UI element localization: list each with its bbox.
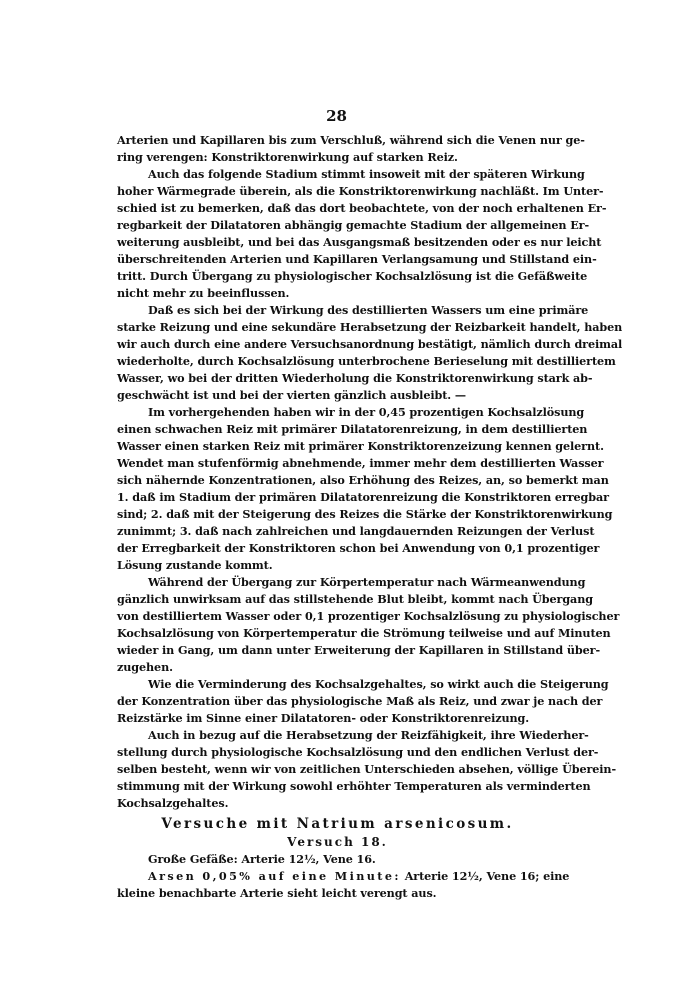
text-line: Kochsalzlösung von Körpertemperatur die Strömung teilweise und auf Minuten [117, 626, 611, 640]
text-line: hoher Wärmegrade überein, als die Konstriktorenwirkung nachläßt. Im Unter- [117, 184, 604, 198]
text-line: Wasser, wo bei der dritten Wiederholung die Konstriktorenwirkung stark ab- [117, 371, 593, 385]
text-line: selben besteht, wenn wir von zeitlichen Unterschieden absehen, völlige Überein- [117, 762, 617, 776]
text-line: Wasser einen starken Reiz mit primärer Konstriktorenzeizung kennen gelernt. [117, 439, 604, 453]
text-line: der Erregbarkeit der Konstriktoren schon bei Anwendung von 0,1 prozentiger [117, 541, 600, 555]
text-line: zunimmt; 3. daß nach zahlreichen und langdauernden Reizungen der Verlust [117, 524, 595, 538]
text-line: überschreitenden Arterien und Kapillaren Verlangsamung und Stillstand ein- [117, 252, 597, 266]
text-line: stellung durch physiologische Kochsalzlösung und den endlichen Verlust der- [117, 745, 599, 759]
arsen-line [117, 868, 570, 885]
text-line: starke Reizung und eine sekundäre Herabsetzung der Reizbarkeit handelt, haben [117, 320, 623, 334]
text-line: geschwächt ist und bei der vierten gänzlich ausbleibt. — [117, 388, 466, 402]
text-line: schied ist zu bemerken, daß das dort beobachtete, von der noch erhaltenen Er- [117, 201, 607, 215]
text-line: wiederholte, durch Kochsalzlösung unterbrochene Berieselung mit destilliertem [117, 354, 616, 368]
page-number: 28 [326, 107, 347, 125]
vessels-line: Große Gefäße: Arterie 12½, Vene 16. [148, 852, 376, 866]
text-line: wieder in Gang, um dann unter Erweiterung der Kapillaren in Stillstand über- [117, 643, 601, 657]
arsen-label: Arsen 0,05% auf eine Minute: [148, 869, 401, 883]
text-line: gänzlich unwirksam auf das stillstehende Blut bleibt, kommt nach Übergang [117, 592, 593, 606]
text-line: Arterien und Kapillaren bis zum Verschluß, während sich die Venen nur ge- [117, 133, 585, 147]
text-line: Reizstärke im Sinne einer Dilatatoren- oder Konstriktorenreizung. [117, 711, 530, 725]
text-line: regbarkeit der Dilatatoren abhängig gemachte Stadium der allgemeinen Er- [117, 218, 589, 232]
text-line: Lösung zustande kommt. [117, 558, 273, 572]
text-line: wir auch durch eine andere Versuchsanordnung bestätigt, nämlich durch dreimal [117, 337, 623, 351]
text-line: stimmung mit der Wirkung sowohl erhöhter Temperaturen als verminderten [117, 779, 591, 793]
text-line: nicht mehr zu beeinflussen. [117, 286, 290, 300]
paragraph-lines [117, 132, 623, 812]
text-line: Auch das folgende Stadium stimmt insoweit mit der späteren Wirkung [148, 167, 585, 181]
section-heading: Versuche mit Natrium arsenicosum. [161, 816, 514, 832]
arsen-rest: Arterie 12½, Vene 16; eine [400, 869, 570, 883]
text-line: Im vorhergehenden haben wir in der 0,45 prozentigen Kochsalzlösung [148, 405, 585, 419]
experiment-title: Versuch 18. [287, 835, 388, 849]
text-line: von destilliertem Wasser oder 0,1 prozentiger Kochsalzlösung zu physiologischer [117, 609, 620, 623]
last-line: kleine benachbarte Arterie sieht leicht verengt aus. [117, 886, 437, 900]
text-line: einen schwachen Reiz mit primärer Dilatatorenreizung, in dem destillierten [117, 422, 588, 436]
text-line: ring verengen: Konstriktorenwirkung auf starken Reiz. [117, 150, 458, 164]
text-line: sich nähernde Konzentrationen, also Erhöhung des Reizes, an, so bemerkt man [117, 473, 609, 487]
text-line: sind; 2. daß mit der Steigerung des Reizes die Stärke der Konstriktorenwirkung [117, 507, 613, 521]
text-line: tritt. Durch Übergang zu physiologischer Kochsalzlösung ist die Gefäßweite [117, 269, 588, 283]
body-text [117, 132, 623, 902]
text-line: Wendet man stufenförmig abnehmende, immer mehr dem destillierten Wasser [117, 456, 604, 470]
text-line: Während der Übergang zur Körpertemperatur nach Wärmeanwendung [148, 575, 586, 589]
text-line: Daß es sich bei der Wirkung des destillierten Wassers um eine primäre [148, 303, 589, 317]
text-line: Auch in bezug auf die Herabsetzung der Reizfähigkeit, ihre Wiederher- [148, 728, 589, 742]
text-line: Wie die Verminderung des Kochsalzgehaltes, so wirkt auch die Steigerung [148, 677, 609, 691]
text-line: weiterung ausbleibt, und bei das Ausgangsmaß besitzenden oder es nur leicht [117, 235, 602, 249]
text-line: Kochsalzgehaltes. [117, 796, 229, 810]
text-line: der Konzentration über das physiologische Maß als Reiz, und zwar je nach der [117, 694, 603, 708]
text-line: zugehen. [117, 660, 173, 674]
text-line: 1. daß im Stadium der primären Dilatatorenreizung die Konstriktoren erregbar [117, 490, 609, 504]
